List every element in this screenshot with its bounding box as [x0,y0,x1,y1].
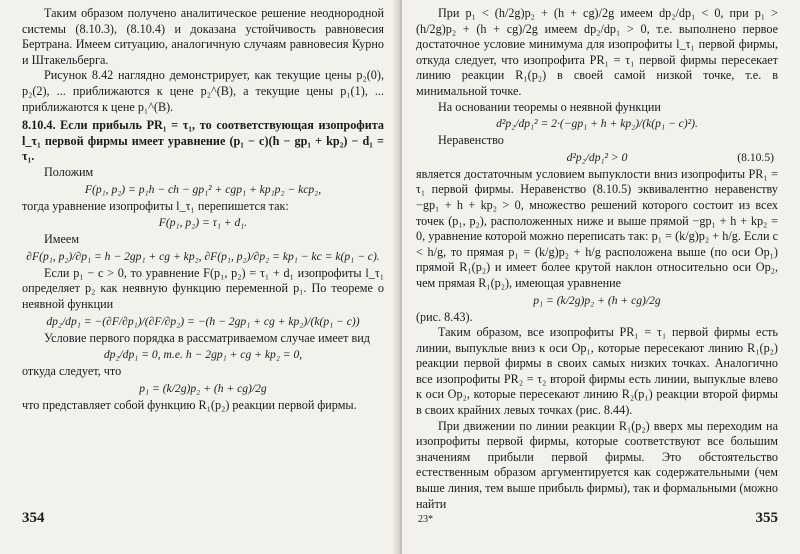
paragraph: Таким образом, все изопрофиты PR₁ = τ₁ первой фирмы есть линии, выпуклые вниз к оси Op₁, которые пересекают линию R₁(p₂) реакции первой фирмы в своих самых низких точках. Аналогично все изопрофиты PR₂ = τ₂ второй фирмы есть линии, выпуклые влево к оси Op₂, которые пересекают линию R₂(p₁) реакции второй фирмы в своих крайних левых точках (рис. 8.44). [416,325,778,418]
paragraph: что представляет собой функцию R₁(p₂) реакции первой фирмы. [22,397,357,412]
formula: p₁ = (k/2g)p₂ + (h + cg)/2g [139,381,267,395]
formula: ∂F(p₁, p₂)/∂p₁ = h − 2gp₁ + cg + kp₂, ∂F(p₁, p₂)/∂p₂ = kp₁ − kc = k(p₁ − c). [26,249,380,263]
formula: d²p₂/dp₁² = 2·(−gp₁ + h + kp₂)/(k(p₁ − c)²). [496,117,698,131]
paragraph: При p₁ < (h/2g)p₂ + (h + cg)/2g имеем dp₂/dp₁ < 0, при p₁ > (h/2g)p₂ + (h + cg)/2g имеем dp₂/dp₁ > 0, т.е. выполнено первое достаточное условие минимума для изопрофиты l_τ₁ первой фирмы, откуда следует, что изопрофита PR₁ = τ₁ первой фирмы пересекает линию реакции R₁(p₂) в своей самой низкой точке, т.е. в минимальной точке. [416,6,778,98]
page-number: 355 [755,510,778,526]
paragraph: На основании теоремы о неявной функции [438,99,661,114]
formula: F(p₁, p₂) = τ₁ + d₁. [158,216,248,230]
paragraph: Таким образом получено аналитическое решение неоднородной системы (8.10.3), (8.10.4) и доказана устойчивость равновесия Бертрана. Имеем ситуацию, аналогичную случаям равновесия Курно и Штакельберга. [22,6,384,67]
paragraph: Рисунок 8.42 наглядно демонстрирует, как текущие цены p₂(0), p₂(2), ... приближаются к цене p₂^(B), а текущие цены p₁(1), ... приближаются к цене p₁^(B). [22,68,384,114]
paragraph: откуда следует, что [22,364,122,379]
left-page [0,0,398,554]
formula: dp₂/dp₁ = −(∂F/∂p₁)/(∂F/∂p₂) = −(h − 2gp₁ + cg + kp₂)/(k(p₁ − c)) [46,314,360,328]
paragraph: является достаточным условием выпуклости вниз изопрофиты PR₁ = τ₁ первой фирмы. Неравенство (8.10.5) эквивалентно неравенству −gp₁ + h + kp₂ > 0, множество решений которого состоит из всех точек (p₁, p₂), расположенных ниже и выше прямой −gp₁ + h + kp₂ = 0, уравнение которой можно переписать так: p₁ = (k/g)p₂ + h/g. Если c < h/g, то прямая p₁ = (k/g)p₂ + h/g расположена выше (по оси Op₁) прямой R₁(p₂) и имеет более крутой наклон относительно оси Op₂, чем прямая R₁(p₂), имеющая уравнение [416,166,778,290]
paragraph: При движении по линии реакции R₁(p₂) вверх мы переходим на изопрофиты первой фирмы, которые соответствуют все большим значениям прибыли первой фирмы. Это обстоятельство естественным образом аргументируется как содержательными (чем выше линия, тем выше прибыль фирмы), так и формальными (можно найти [416,418,778,511]
paragraph: Если p₁ − c > 0, то уравнение F(p₁, p₂) = τ₁ + d₁ изопрофиты l_τ₁ определяет p₂ как неявную функцию переменной p₁. По теореме о неявной функции [22,265,384,311]
formula-body: d²p₂/dp₁² > 0 [566,150,628,164]
signature-mark: 23* [418,514,433,525]
right-page [402,0,800,554]
paragraph: Положим [44,164,94,179]
paragraph: тогда уравнение изопрофиты l_τ₁ перепишется так: [22,198,289,213]
section-heading-paragraph: 8.10.4. Если прибыль PR₁ = τ₁, то соответствующая изопрофита l_τ₁ первой фирмы имеет уравнение (p₁ − c)(h − gp₁ + kp₂) − d₁ = τ₁. [22,118,384,164]
page-number: 354 [22,510,45,526]
formula: dp₂/dp₁ = 0, т.е. h − 2gp₁ + cg + kp₂ = 0, [103,348,303,362]
paragraph: Имеем [44,232,80,247]
paragraph: Условие первого порядка в рассматриваемом случае имеет вид [44,330,370,345]
formula: F(p₁, p₂) = p₁h − ch − gp₁² + cgp₁ + kp₁p₂ − kcp₂, [84,182,322,196]
equation-number: (8.10.5) [737,150,774,164]
formula: p₁ = (k/2g)p₂ + (h + cg)/2g [533,293,661,307]
paragraph: (рис. 8.43). [416,309,473,324]
paragraph: Неравенство [438,133,504,148]
formula-numbered [416,151,778,165]
